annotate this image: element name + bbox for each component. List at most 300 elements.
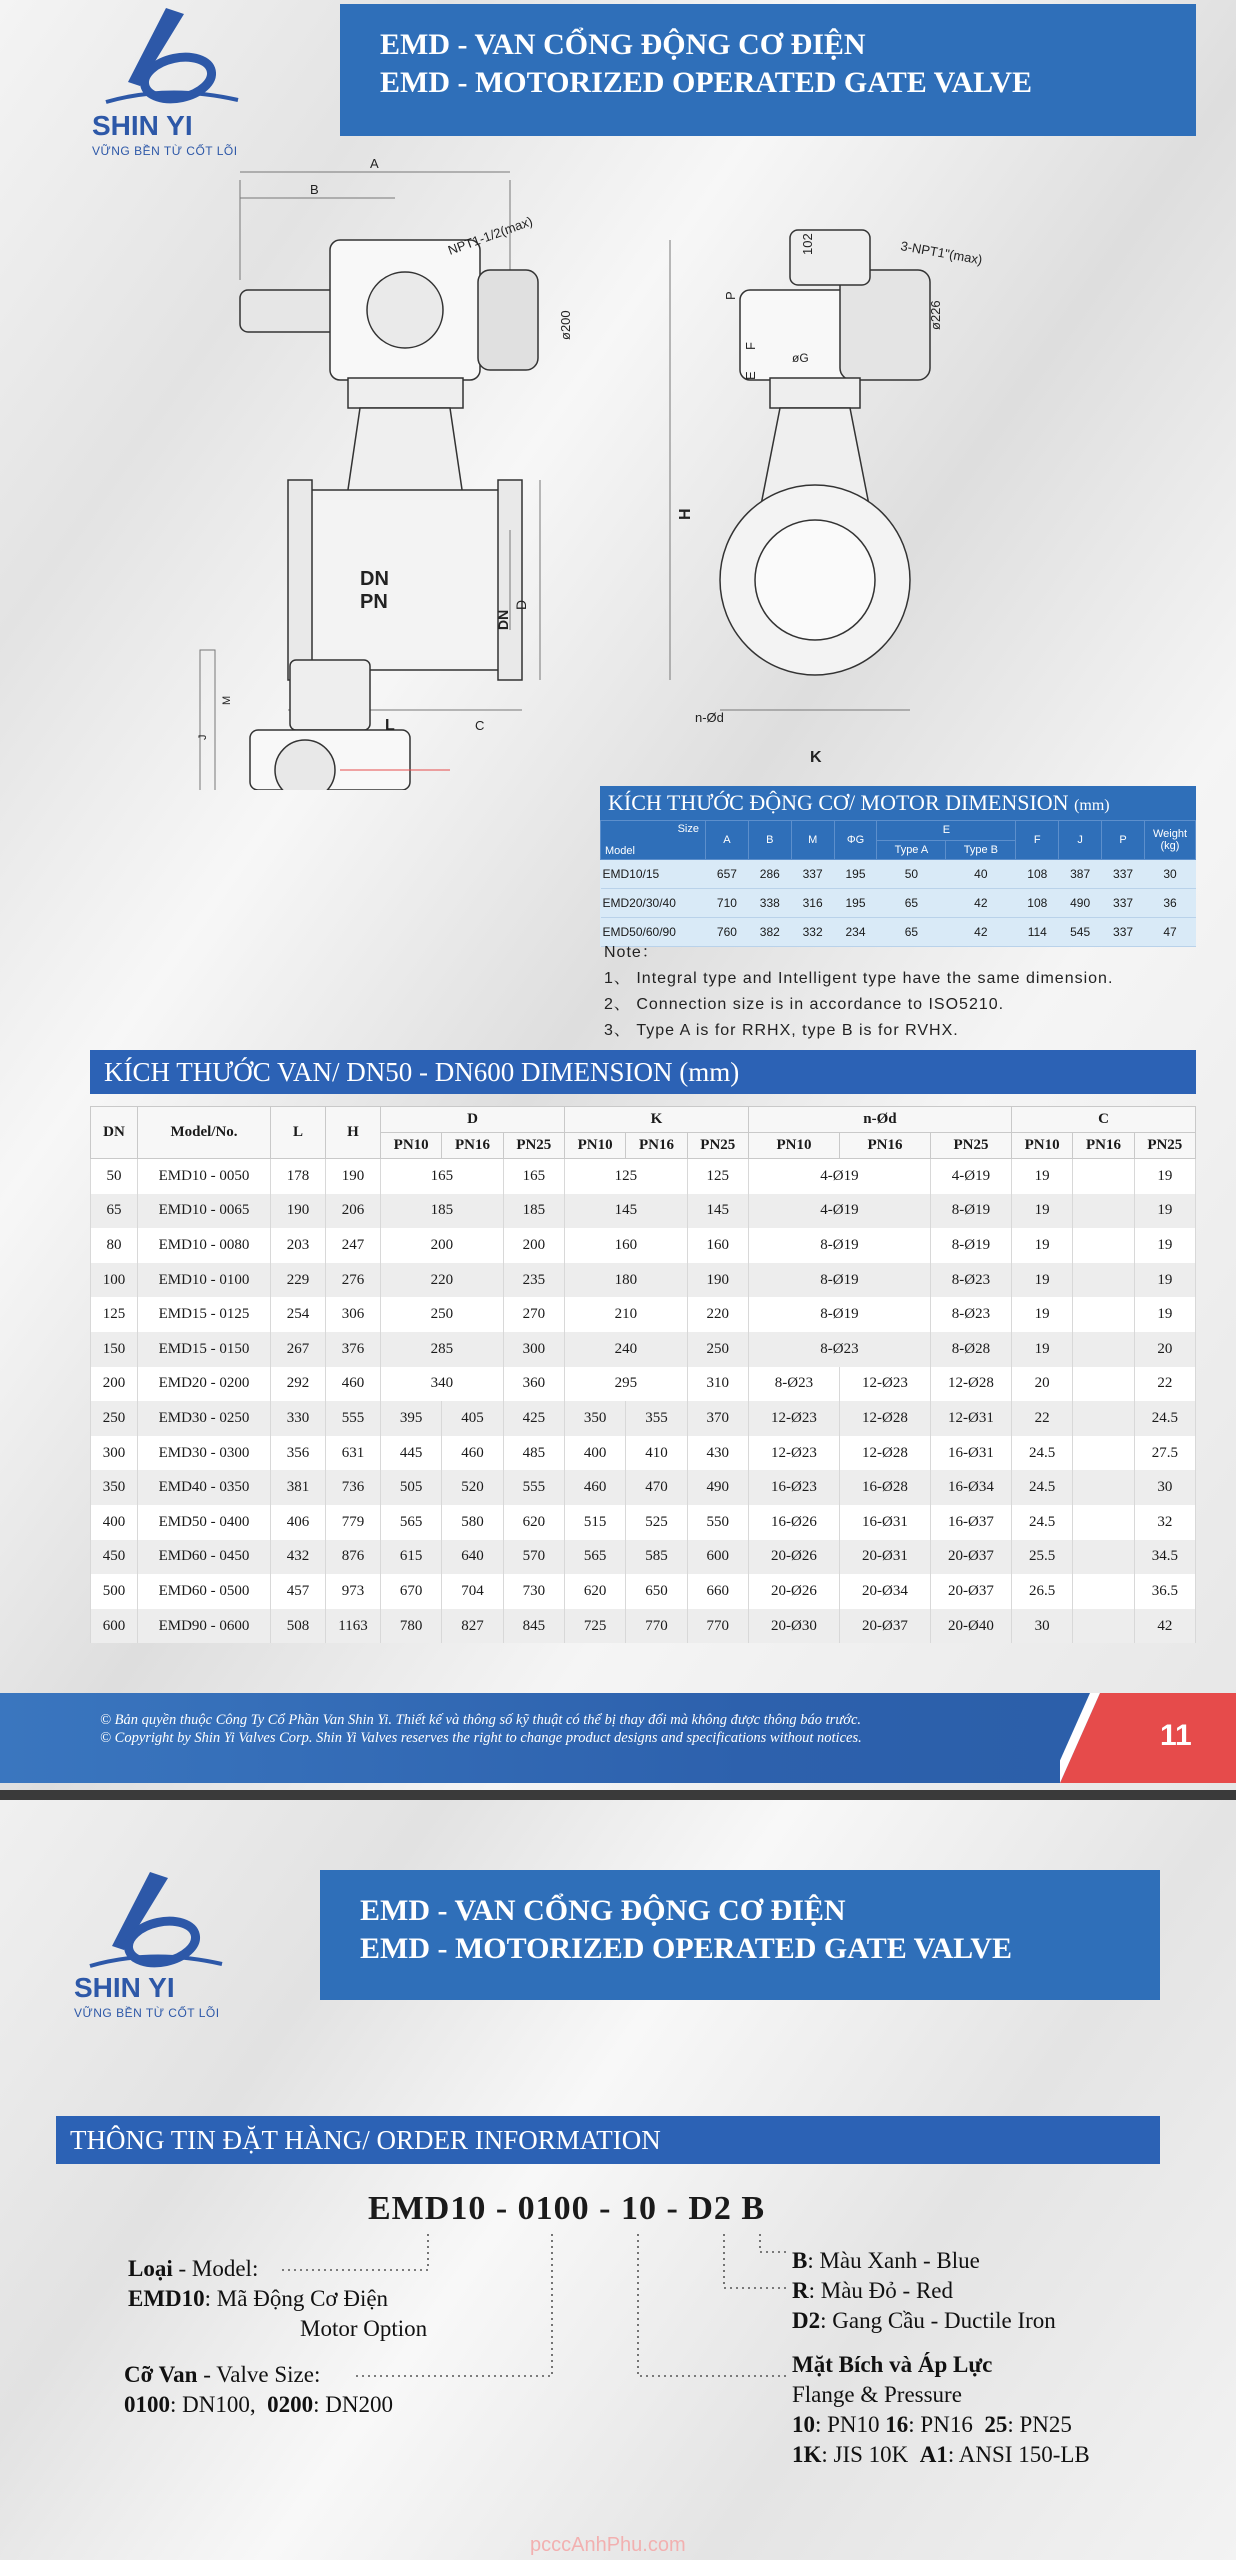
page-title-en: EMD - MOTORIZED OPERATED GATE VALVE [380, 66, 1033, 99]
dim-sub-header: PN10 [381, 1133, 442, 1159]
valve-technical-drawing [180, 150, 1200, 790]
notes-title: Note： [604, 944, 659, 961]
table-cell: 20 [1011, 1367, 1072, 1402]
order-right-color-material [792, 2246, 1192, 2336]
motor-table-body [601, 860, 1196, 947]
dim-sub-header: PN25 [930, 1133, 1011, 1159]
label-L: L [385, 717, 395, 734]
table-cell: 460 [442, 1436, 503, 1471]
table-cell: 300 [91, 1436, 138, 1471]
label-B: B [310, 182, 319, 197]
table-cell: 485 [503, 1436, 564, 1471]
table-cell: 16-Ø31 [930, 1436, 1011, 1471]
jis-desc: : JIS 10K [821, 2442, 915, 2467]
model-desc-en: Motor Option [300, 2316, 428, 2341]
size-desc-2: : DN200 [313, 2392, 393, 2417]
dim-sub-header: PN25 [1134, 1133, 1195, 1159]
table-cell: 355 [626, 1401, 687, 1436]
table-cell: EMD60 - 0500 [138, 1574, 271, 1609]
table-cell: 330 [271, 1401, 326, 1436]
size-label: - Valve Size: [197, 2362, 321, 2387]
table-cell: 125 [91, 1297, 138, 1332]
valve-table-body [91, 1159, 1196, 1644]
dim-sub-header: PN25 [503, 1133, 564, 1159]
table-cell: 12-Ø28 [839, 1436, 930, 1471]
table-cell: 150 [91, 1332, 138, 1367]
motor-table-cell: EMD50/60/90 [601, 918, 706, 947]
table-cell: 500 [91, 1574, 138, 1609]
table-cell: 12-Ø23 [839, 1367, 930, 1402]
table-cell: 20-Ø31 [839, 1540, 930, 1575]
motor-table-cell: 108 [1016, 889, 1059, 918]
table-cell: 200 [381, 1228, 504, 1263]
brand-tagline-2: VỮNG BỀN TỪ CỐT LÕI [74, 2006, 220, 2020]
motor-table-cell: 337 [1102, 889, 1145, 918]
table-cell: 65 [91, 1194, 138, 1229]
table-cell: 515 [564, 1505, 625, 1540]
table-cell: 20-Ø37 [930, 1574, 1011, 1609]
table-cell: EMD50 - 0400 [138, 1505, 271, 1540]
table-cell [1073, 1574, 1134, 1609]
order-left-size [124, 2360, 544, 2420]
motor-header-weight: Weight (kg) [1145, 821, 1196, 860]
table-cell: EMD15 - 0150 [138, 1332, 271, 1367]
table-cell: 190 [687, 1263, 748, 1298]
table-cell: 12-Ø23 [748, 1436, 839, 1471]
motor-table-cell: 42 [946, 889, 1016, 918]
table-cell: 200 [503, 1228, 564, 1263]
table-cell: 8-Ø19 [748, 1263, 930, 1298]
page-title-box-2 [320, 1870, 1160, 2000]
motor-table-cell: EMD10/15 [601, 860, 706, 889]
table-cell: 736 [326, 1470, 381, 1505]
table-cell: 185 [503, 1194, 564, 1229]
table-cell: 24.5 [1011, 1470, 1072, 1505]
motor-table-cell: 657 [706, 860, 749, 889]
color-b-desc: : Màu Xanh - Blue [807, 2248, 980, 2273]
label-PN: PN [360, 591, 388, 613]
footer-copyright-en: © Copyright by Shin Yi Valves Corp. Shin Yi Valves reserves the right to change product designs and specifications without notices. [100, 1730, 862, 1746]
table-cell: 370 [687, 1401, 748, 1436]
table-cell: 1163 [326, 1609, 381, 1644]
table-cell: 270 [503, 1297, 564, 1332]
dim-header-l: L [271, 1107, 326, 1159]
motor-table-cell: 286 [748, 860, 791, 889]
table-cell: 631 [326, 1436, 381, 1471]
table-row [91, 1159, 1196, 1194]
model-label-bold: Loại [128, 2256, 173, 2281]
footer-copyright [100, 1711, 1040, 1747]
table-cell: EMD10 - 0100 [138, 1263, 271, 1298]
table-cell: 285 [381, 1332, 504, 1367]
table-cell [1073, 1505, 1134, 1540]
table-cell: 30 [1011, 1609, 1072, 1644]
dim-sub-header: PN16 [1073, 1133, 1134, 1159]
table-cell: 20-Ø37 [839, 1609, 930, 1644]
motor-header-E: E [877, 821, 1016, 841]
order-section-header: THÔNG TIN ĐẶT HÀNG/ ORDER INFORMATION [56, 2116, 1160, 2164]
table-cell: 200 [91, 1367, 138, 1402]
table-cell [1073, 1436, 1134, 1471]
table-cell: 180 [564, 1263, 687, 1298]
motor-table-cell: 36 [1145, 889, 1196, 918]
table-cell: 470 [626, 1470, 687, 1505]
table-cell: 235 [503, 1263, 564, 1298]
table-cell: 8-Ø23 [748, 1332, 930, 1367]
table-row [91, 1401, 1196, 1436]
pn16-code: 16 [885, 2412, 909, 2437]
table-cell: EMD30 - 0250 [138, 1401, 271, 1436]
page-title-box [340, 4, 1196, 136]
table-cell: 16-Ø23 [748, 1470, 839, 1505]
table-cell [1073, 1367, 1134, 1402]
table-cell: 100 [91, 1263, 138, 1298]
table-cell: 570 [503, 1540, 564, 1575]
dim-header-nphid: n-Ød [748, 1107, 1011, 1133]
table-cell: 8-Ø23 [930, 1263, 1011, 1298]
size-code-2: 0200 [267, 2392, 314, 2417]
table-row [91, 1470, 1196, 1505]
table-cell: 425 [503, 1401, 564, 1436]
valve-dimension-table [90, 1106, 1196, 1643]
table-cell: 20-Ø30 [748, 1609, 839, 1644]
table-cell: 24.5 [1011, 1436, 1072, 1471]
label-DN-vert: DN [495, 609, 511, 630]
dim-sub-header: PN10 [1011, 1133, 1072, 1159]
brand-name-2: SHIN YI [74, 1972, 175, 2003]
table-cell: 27.5 [1134, 1436, 1195, 1471]
table-cell: EMD15 - 0125 [138, 1297, 271, 1332]
table-cell: 16-Ø28 [839, 1470, 930, 1505]
table-cell: 827 [442, 1609, 503, 1644]
label-J: J [197, 734, 209, 740]
page-number: 11 [1160, 1719, 1192, 1752]
table-cell: EMD40 - 0350 [138, 1470, 271, 1505]
table-cell: EMD60 - 0450 [138, 1540, 271, 1575]
table-cell: 505 [381, 1470, 442, 1505]
motor-table-cell: 47 [1145, 918, 1196, 947]
table-cell: 395 [381, 1401, 442, 1436]
motor-header-B: B [748, 821, 791, 860]
table-cell: 295 [564, 1367, 687, 1402]
code-model: EMD10 [368, 2190, 487, 2227]
table-cell: 19 [1011, 1228, 1072, 1263]
color-r-code: R [792, 2278, 809, 2303]
motor-header-A: A [706, 821, 749, 860]
table-row [91, 1609, 1196, 1644]
table-cell: 12-Ø28 [930, 1367, 1011, 1402]
label-102: 102 [800, 233, 815, 255]
table-cell: 292 [271, 1367, 326, 1402]
table-cell: 340 [381, 1367, 504, 1402]
table-cell: 585 [626, 1540, 687, 1575]
table-cell: 400 [564, 1436, 625, 1471]
table-cell: 12-Ø31 [930, 1401, 1011, 1436]
table-cell: 30 [1134, 1470, 1195, 1505]
table-cell: 22 [1134, 1367, 1195, 1402]
table-cell: 19 [1134, 1263, 1195, 1298]
motor-table-corner: Size Model [601, 821, 706, 860]
table-cell: 80 [91, 1228, 138, 1263]
label-P: P [723, 291, 738, 300]
table-cell: 704 [442, 1574, 503, 1609]
table-cell: 250 [381, 1297, 504, 1332]
table-cell: 876 [326, 1540, 381, 1575]
dim-header-h: H [326, 1107, 381, 1159]
table-cell: 457 [271, 1574, 326, 1609]
table-cell: 300 [503, 1332, 564, 1367]
table-cell: 4-Ø19 [748, 1159, 930, 1194]
table-cell: 12-Ø28 [839, 1401, 930, 1436]
motor-header-G: ΦG [834, 821, 877, 860]
motor-table-cell: 316 [791, 889, 834, 918]
shinyi-logo-mark [88, 4, 248, 114]
table-cell: 730 [503, 1574, 564, 1609]
table-cell: 165 [503, 1159, 564, 1194]
table-cell: 310 [687, 1367, 748, 1402]
dim-header-c: C [1011, 1107, 1195, 1133]
table-cell: 185 [381, 1194, 504, 1229]
ansi-code: A1 [919, 2442, 948, 2467]
table-cell: 42 [1134, 1609, 1195, 1644]
table-cell: 240 [564, 1332, 687, 1367]
table-cell: 650 [626, 1574, 687, 1609]
table-cell: 20-Ø26 [748, 1574, 839, 1609]
motor-table-cell: 337 [1102, 860, 1145, 889]
page-title-vi-2: EMD - VAN CỔNG ĐỘNG CƠ ĐIỆN [360, 1894, 846, 1927]
label-phi200: ø200 [558, 310, 573, 340]
note-item: 1、 Integral type and Intelligent type have the same dimension. [604, 970, 1114, 987]
table-cell [1073, 1540, 1134, 1575]
table-cell: 306 [326, 1297, 381, 1332]
table-cell: 520 [442, 1470, 503, 1505]
material-desc: : Gang Cầu - Ductile Iron [820, 2308, 1056, 2333]
label-phi226: ø226 [928, 300, 943, 330]
table-row [91, 1194, 1196, 1229]
pn16-desc: : PN16 [908, 2412, 979, 2437]
motor-table-row [601, 860, 1196, 889]
flange-subtitle: Flange & Pressure [792, 2382, 962, 2407]
table-cell: 16-Ø34 [930, 1470, 1011, 1505]
table-cell: 525 [626, 1505, 687, 1540]
motor-dimension-table [600, 820, 1196, 947]
code-material: D2 [688, 2190, 732, 2227]
table-cell: 19 [1011, 1159, 1072, 1194]
page-footer [0, 1693, 1236, 1783]
table-cell [1073, 1609, 1134, 1644]
table-cell: 160 [687, 1228, 748, 1263]
table-cell: 615 [381, 1540, 442, 1575]
table-cell: 16-Ø37 [930, 1505, 1011, 1540]
table-cell: 8-Ø19 [748, 1297, 930, 1332]
motor-header-type-a: Type A [877, 840, 946, 860]
table-cell [1073, 1401, 1134, 1436]
table-cell [1073, 1470, 1134, 1505]
motor-header-J: J [1059, 821, 1102, 860]
dim-sub-header: PN10 [564, 1133, 625, 1159]
dim-sub-header: PN16 [839, 1133, 930, 1159]
table-cell: 410 [626, 1436, 687, 1471]
order-left-model [128, 2254, 508, 2344]
table-cell: 50 [91, 1159, 138, 1194]
table-cell: 20-Ø34 [839, 1574, 930, 1609]
dim-header-model: Model/No. [138, 1107, 271, 1159]
model-desc: : Mã Động Cơ Điện [204, 2286, 389, 2311]
table-cell: 19 [1011, 1194, 1072, 1229]
table-cell: 19 [1011, 1332, 1072, 1367]
table-cell: 16-Ø26 [748, 1505, 839, 1540]
table-cell: 24.5 [1134, 1401, 1195, 1436]
motor-table-cell: 195 [834, 860, 877, 889]
table-cell: 178 [271, 1159, 326, 1194]
table-cell: 190 [326, 1159, 381, 1194]
table-cell: 190 [271, 1194, 326, 1229]
motor-header-type-b: Type B [946, 840, 1016, 860]
table-cell: EMD90 - 0600 [138, 1609, 271, 1644]
pn10-code: 10 [792, 2412, 815, 2437]
dim-sub-header: PN25 [687, 1133, 748, 1159]
table-cell: 160 [564, 1228, 687, 1263]
motor-table-cell: 490 [1059, 889, 1102, 918]
table-cell: 220 [687, 1297, 748, 1332]
motor-table-cell: 545 [1059, 918, 1102, 947]
table-cell: 25.5 [1011, 1540, 1072, 1575]
motor-table-cell: 65 [877, 918, 946, 947]
table-cell: 125 [564, 1159, 687, 1194]
table-cell: 350 [91, 1470, 138, 1505]
label-nphid: n-Ød [695, 710, 724, 725]
label-D: D [513, 599, 529, 610]
table-cell: 779 [326, 1505, 381, 1540]
table-cell: 400 [91, 1505, 138, 1540]
motor-table-cell: EMD20/30/40 [601, 889, 706, 918]
table-row [91, 1436, 1196, 1471]
watermark: pcccAnhPhu.com [530, 2534, 686, 2556]
table-cell: 670 [381, 1574, 442, 1609]
motor-table-cell: 760 [706, 918, 749, 947]
motor-table-cell: 382 [748, 918, 791, 947]
table-cell: 12-Ø23 [748, 1401, 839, 1436]
motor-table-cell: 332 [791, 918, 834, 947]
table-cell: 32 [1134, 1505, 1195, 1540]
table-cell: 34.5 [1134, 1540, 1195, 1575]
page-title-en-2: EMD - MOTORIZED OPERATED GATE VALVE [360, 1932, 1013, 1965]
table-cell: 4-Ø19 [748, 1194, 930, 1229]
table-cell: 254 [271, 1297, 326, 1332]
motor-section-unit: (mm) [1074, 797, 1110, 814]
table-cell: 565 [381, 1505, 442, 1540]
table-cell [1073, 1194, 1134, 1229]
motor-table-cell: 50 [877, 860, 946, 889]
table-cell: 206 [326, 1194, 381, 1229]
table-cell: 20 [1134, 1332, 1195, 1367]
table-cell: 267 [271, 1332, 326, 1367]
table-cell: 8-Ø23 [930, 1297, 1011, 1332]
table-cell: 19 [1011, 1297, 1072, 1332]
page-title-vi: EMD - VAN CỔNG ĐỘNG CƠ ĐIỆN [380, 28, 866, 61]
table-row [91, 1367, 1196, 1402]
material-code: D2 [792, 2308, 821, 2333]
jis-code: 1K [792, 2442, 822, 2467]
motor-table-cell: 195 [834, 889, 877, 918]
table-cell: 19 [1011, 1263, 1072, 1298]
brand-name: SHIN YI [92, 110, 193, 141]
label-npt-left: NPT1-1/2(max) [445, 213, 535, 258]
table-cell [1073, 1263, 1134, 1298]
dim-header-k: K [564, 1107, 748, 1133]
dim-sub-header: PN16 [626, 1133, 687, 1159]
table-row [91, 1574, 1196, 1609]
label-npt-right: 3-NPT1"(max) [899, 238, 984, 268]
table-cell: EMD10 - 0050 [138, 1159, 271, 1194]
table-cell: 16-Ø31 [839, 1505, 930, 1540]
motor-header-M: M [791, 821, 834, 860]
motor-section-title: KÍCH THƯỚC ĐỘNG CƠ/ MOTOR DIMENSION [608, 790, 1069, 815]
table-cell: 460 [326, 1367, 381, 1402]
shinyi-logo-2 [72, 1868, 232, 2018]
table-cell: 145 [687, 1194, 748, 1229]
label-A: A [370, 156, 379, 171]
table-cell: 250 [687, 1332, 748, 1367]
table-cell [1073, 1297, 1134, 1332]
page-number-badge [1060, 1693, 1236, 1783]
table-cell: 350 [564, 1401, 625, 1436]
label-DN: DN [360, 568, 389, 590]
table-row [91, 1540, 1196, 1575]
motor-table-cell: 40 [946, 860, 1016, 889]
table-cell: EMD30 - 0300 [138, 1436, 271, 1471]
table-cell: 580 [442, 1505, 503, 1540]
motor-table-cell: 387 [1059, 860, 1102, 889]
label-F: F [743, 342, 758, 350]
color-b-code: B [792, 2248, 808, 2273]
size-label-bold: Cỡ Van [124, 2362, 198, 2387]
table-cell: 165 [381, 1159, 504, 1194]
pn25-code: 25 [984, 2412, 1008, 2437]
table-cell [1073, 1332, 1134, 1367]
motor-table-cell: 710 [706, 889, 749, 918]
brand-tagline: VỮNG BỀN TỪ CỐT LÕI [92, 144, 238, 158]
table-cell: 8-Ø19 [748, 1228, 930, 1263]
valve-section-header: KÍCH THƯỚC VAN/ DN50 - DN600 DIMENSION (mm) [90, 1050, 1196, 1094]
label-C: C [475, 718, 485, 733]
table-cell: 845 [503, 1609, 564, 1644]
dim-sub-header: PN10 [748, 1133, 839, 1159]
dim-header-dn: DN [91, 1107, 138, 1159]
table-cell: 565 [564, 1540, 625, 1575]
table-cell: 376 [326, 1332, 381, 1367]
table-cell: 125 [687, 1159, 748, 1194]
table-cell: 600 [91, 1609, 138, 1644]
code-size: 0100 [517, 2190, 590, 2227]
table-cell: EMD20 - 0200 [138, 1367, 271, 1402]
label-E: E [743, 371, 758, 380]
table-cell: 660 [687, 1574, 748, 1609]
table-cell: 600 [687, 1540, 748, 1575]
table-cell: 247 [326, 1228, 381, 1263]
table-cell: 620 [503, 1505, 564, 1540]
table-cell: 450 [91, 1540, 138, 1575]
table-cell: 145 [564, 1194, 687, 1229]
table-cell: 250 [91, 1401, 138, 1436]
motor-section-header [600, 786, 1196, 820]
table-cell: 8-Ø28 [930, 1332, 1011, 1367]
table-row [91, 1332, 1196, 1367]
motor-table-cell: 338 [748, 889, 791, 918]
table-cell: 20-Ø26 [748, 1540, 839, 1575]
table-cell: 405 [442, 1401, 503, 1436]
label-phiG: øG [792, 351, 809, 365]
